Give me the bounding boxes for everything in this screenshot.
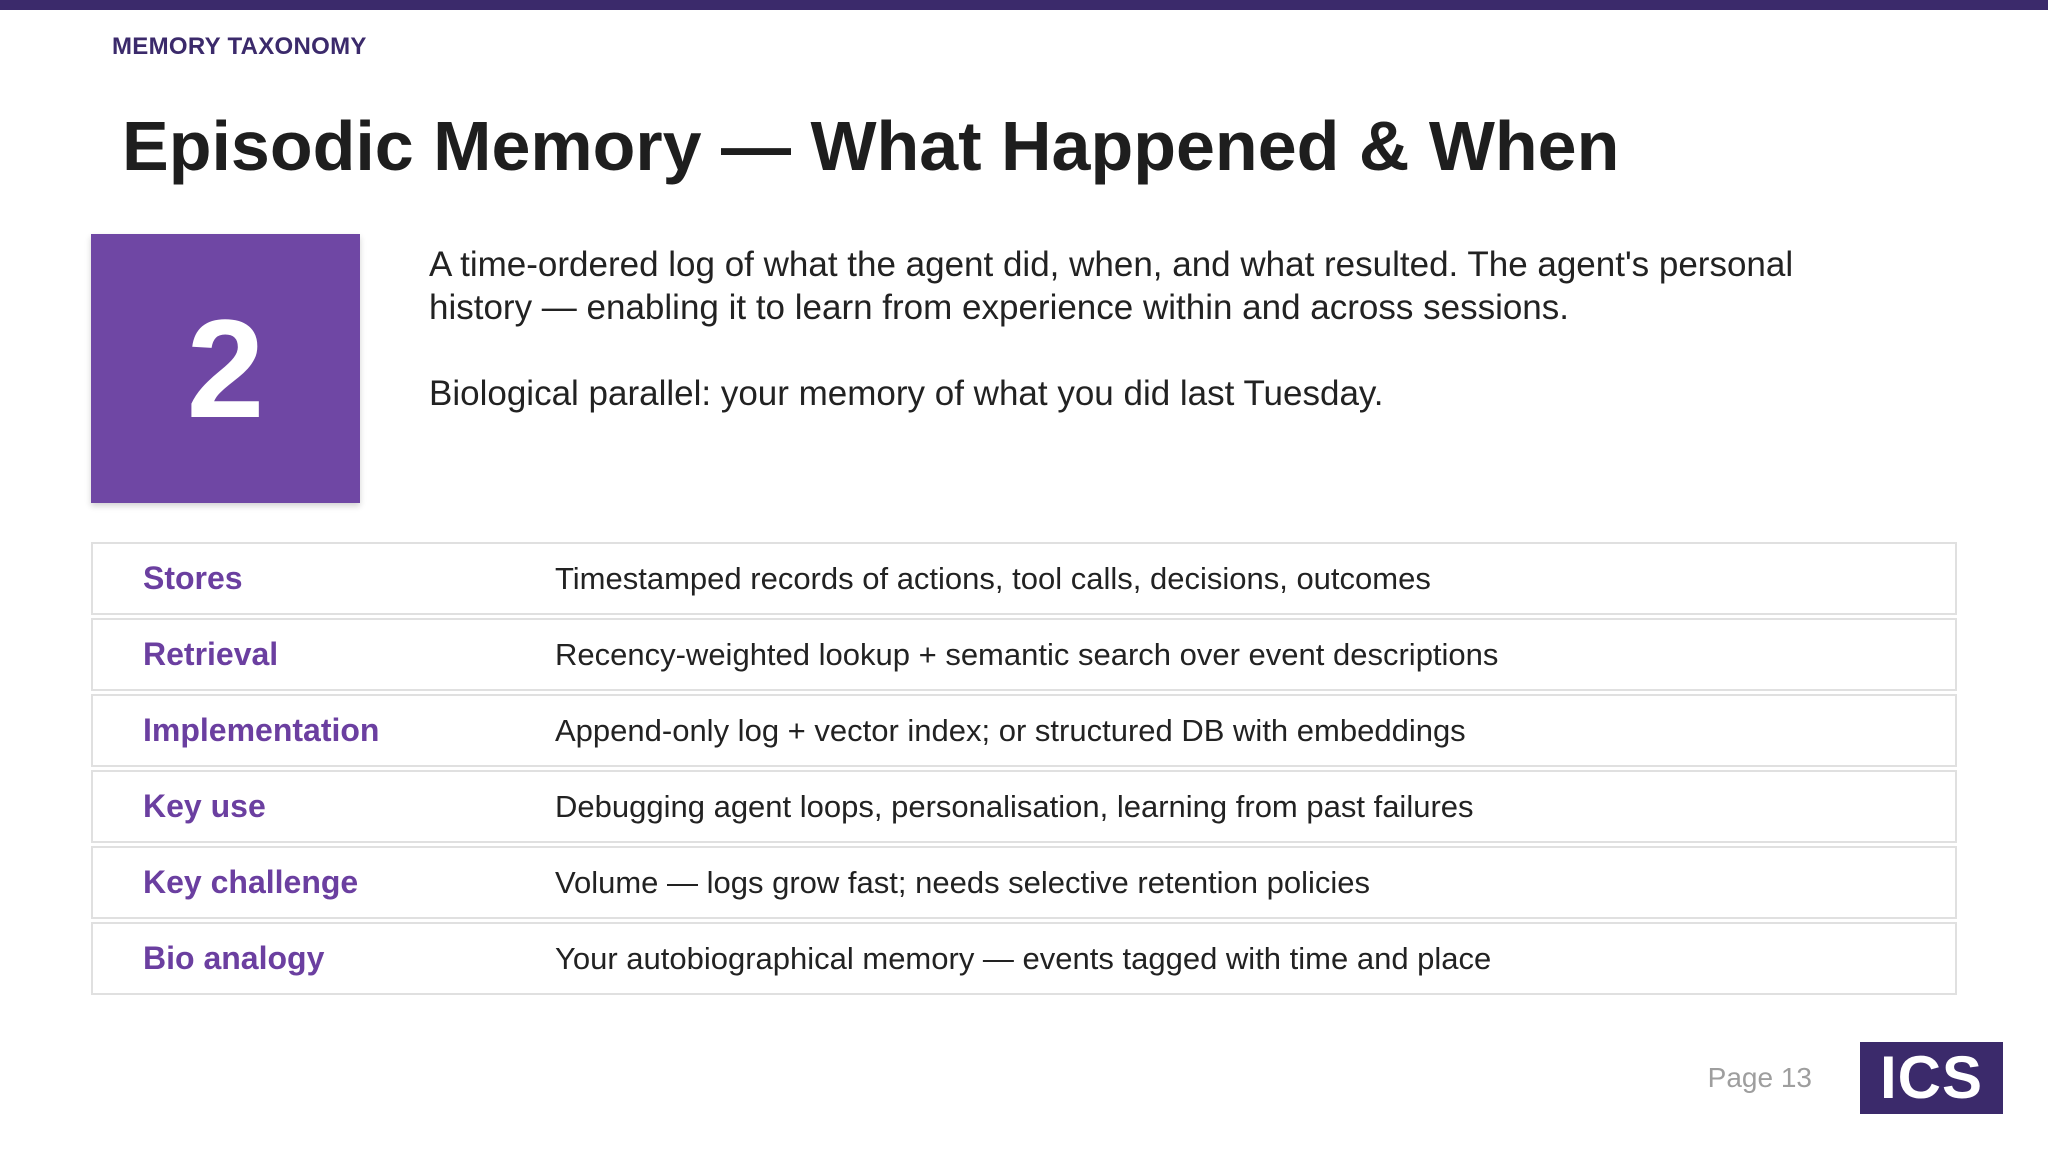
row-label: Implementation [143,712,380,748]
page-number: Page 13 [1707,1062,1812,1093]
table-row [91,846,1957,919]
table-row [91,770,1957,843]
table-row [91,542,1957,615]
row-label: Bio analogy [143,940,325,976]
intro-parallel: Biological parallel: your memory of what you did last Tuesday. [429,374,1384,413]
logo-text: ICS [1879,1044,1984,1111]
row-value: Append-only log + vector index; or structured DB with embeddings [555,712,1466,748]
section-number-badge [91,234,360,503]
row-value: Your autobiographical memory — events tagged with time and place [555,940,1492,976]
row-label: Key use [143,788,266,824]
row-value: Volume — logs grow fast; needs selective retention policies [555,864,1371,900]
table-row [91,694,1957,767]
section-number: 2 [186,289,265,447]
row-label: Key challenge [143,864,359,900]
facts-table [91,542,1957,998]
ics-logo [1860,1042,2003,1114]
section-label: MEMORY TAXONOMY [112,33,367,60]
intro-description: A time-ordered log of what the agent did, when, and what resulted. The agent's personal history — enabling it to learn from experience within and across sessions. [429,245,1794,327]
row-value: Debugging agent loops, personalisation, learning from past failures [555,788,1474,824]
table-row [91,922,1957,995]
row-label: Stores [143,560,243,596]
table-row [91,618,1957,691]
top-accent-bar [0,0,2048,10]
intro-text [429,243,1889,415]
page-title: Episodic Memory — What Happened & When [122,107,1620,185]
row-value: Recency-weighted lookup + semantic search over event descriptions [555,636,1499,672]
row-label: Retrieval [143,636,279,672]
row-value: Timestamped records of actions, tool calls, decisions, outcomes [555,560,1431,596]
